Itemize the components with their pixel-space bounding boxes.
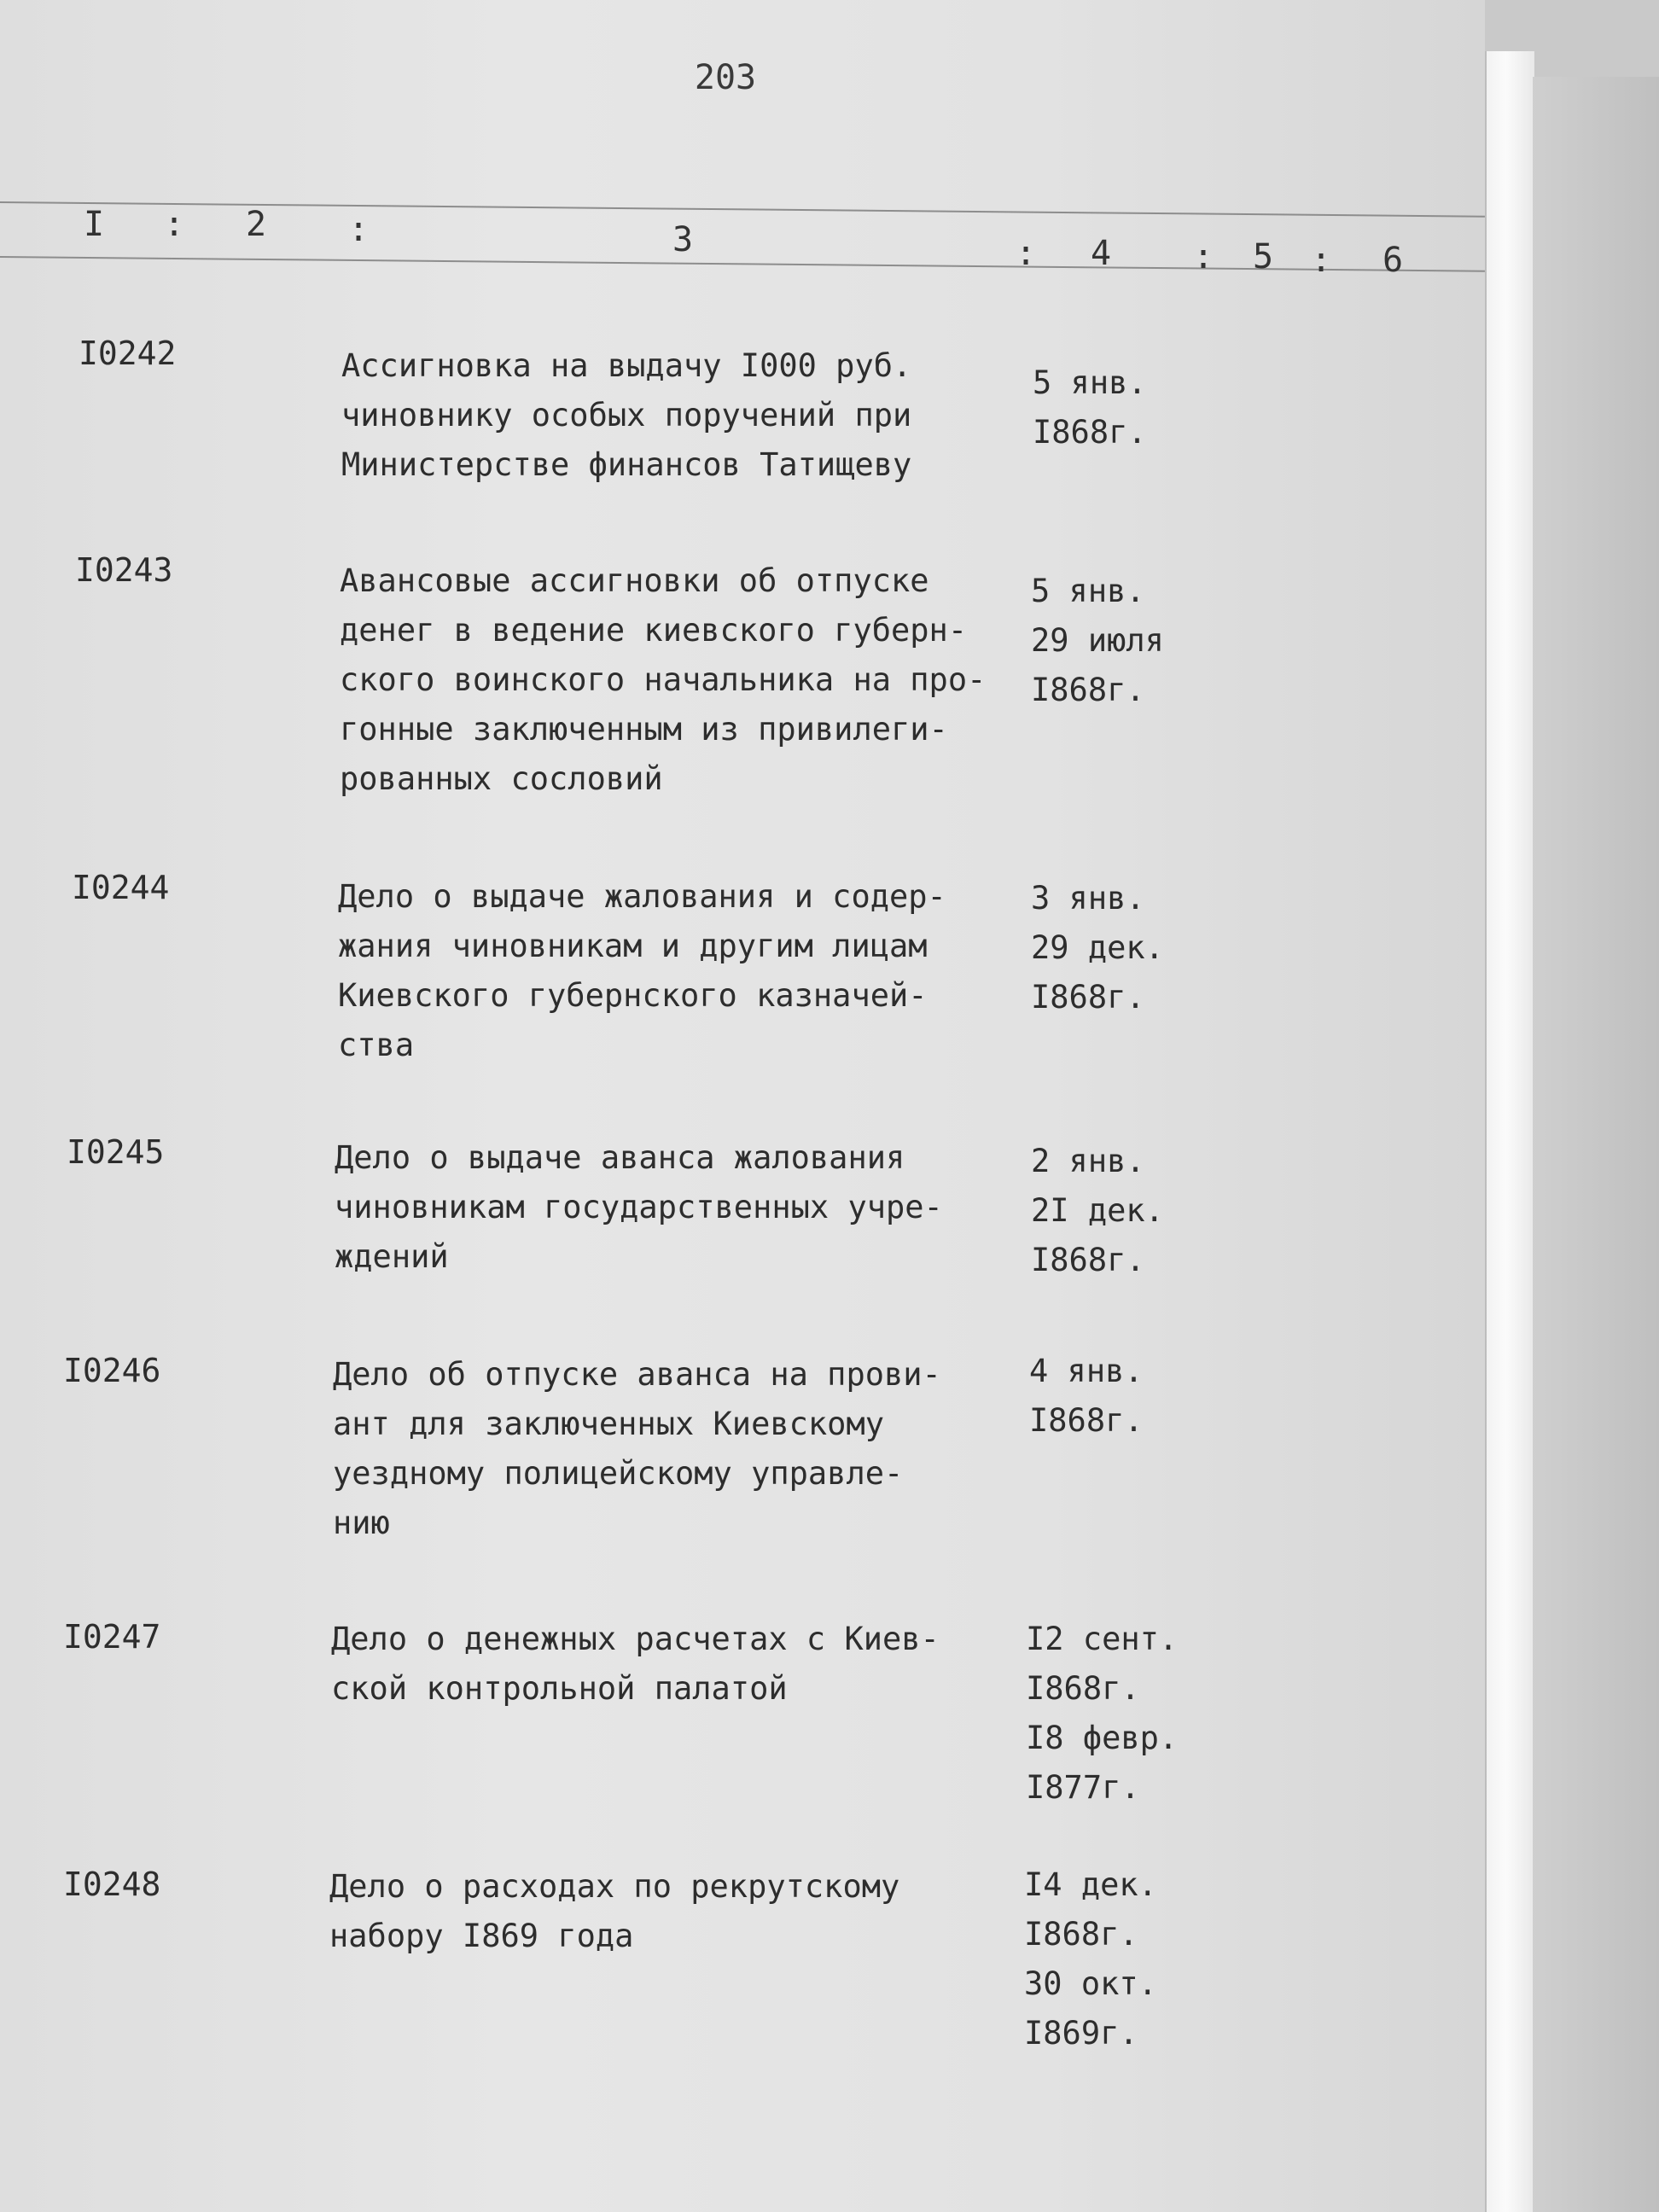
record-number: I0248 (63, 1866, 161, 1903)
column-header-6: 6 (1382, 241, 1404, 280)
description-line: ского воинского начальника на про- (340, 661, 987, 698)
description-line: Авансовые ассигновки об отпуске (340, 562, 929, 599)
record-dates (1024, 1860, 1157, 2058)
record-description (329, 1862, 899, 1961)
description-line: уездному полицейскому управле- (333, 1455, 904, 1492)
date-line: I868г. (1031, 979, 1145, 1016)
page-edge (1485, 51, 1534, 2212)
date-line: I868г. (1031, 1242, 1145, 1278)
date-line: I868г. (1026, 1670, 1140, 1707)
date-line: I868г. (1031, 672, 1145, 708)
description-line: Министерстве финансов Татищеву (341, 446, 912, 483)
date-line: 4 янв. (1029, 1353, 1144, 1389)
record-description (333, 1350, 941, 1548)
description-line: рованных сословий (340, 760, 663, 797)
date-line: 2I дек. (1031, 1192, 1164, 1229)
column-header-4: 4 (1091, 234, 1112, 273)
column-separator: : (1311, 241, 1332, 280)
record-description (331, 1615, 940, 1714)
record-number: I0245 (67, 1133, 165, 1171)
date-line: 30 окт. (1024, 1965, 1157, 2002)
column-separator: : (164, 205, 185, 244)
record-number: I0243 (75, 551, 173, 589)
column-separator: : (348, 210, 370, 249)
record-number: I0242 (79, 335, 177, 372)
column-separator: : (1193, 237, 1214, 276)
record-description (338, 872, 946, 1070)
record-number: I0246 (63, 1352, 161, 1389)
date-line: I8 февр. (1026, 1720, 1179, 1756)
page-background (1533, 77, 1659, 2212)
record-number: I0247 (63, 1618, 161, 1656)
date-line: I868г. (1024, 1916, 1138, 1953)
date-line: I868г. (1029, 1402, 1144, 1439)
date-line: 2 янв. (1031, 1143, 1145, 1179)
description-line: Киевского губернского казначей- (338, 977, 928, 1014)
description-line: Ассигновка на выдачу I000 руб. (341, 347, 912, 384)
date-line: I869г. (1024, 2015, 1138, 2052)
page-number: 203 (694, 58, 757, 97)
record-description (335, 1133, 943, 1282)
description-line: ант для заключенных Киевскому (333, 1406, 885, 1442)
date-line: I877г. (1026, 1769, 1140, 1806)
date-line: 5 янв. (1033, 364, 1147, 401)
description-line: ждений (335, 1238, 449, 1275)
date-line: I4 дек. (1024, 1866, 1157, 1903)
description-line: жания чиновникам и другим лицам (338, 928, 928, 964)
description-line: гонные заключенным из привилеги- (340, 711, 948, 748)
description-line: нию (333, 1505, 390, 1541)
date-line: I868г. (1033, 414, 1147, 451)
description-line: ской контрольной палатой (331, 1670, 788, 1707)
column-separator: : (1016, 234, 1037, 273)
column-header-5: 5 (1253, 237, 1274, 276)
description-line: чиновникам государственных учре- (335, 1189, 943, 1225)
record-dates (1031, 1137, 1164, 1285)
record-dates (1033, 358, 1147, 457)
description-line: ства (338, 1027, 415, 1063)
date-line: I2 сент. (1026, 1621, 1179, 1657)
description-line: Дело о выдаче жалования и содер- (338, 878, 946, 915)
column-header-3: 3 (672, 220, 694, 259)
date-line: 3 янв. (1031, 880, 1145, 917)
date-line: 29 дек. (1031, 929, 1164, 966)
description-line: чиновнику особых поручений при (341, 397, 912, 434)
record-dates (1026, 1615, 1178, 1813)
description-line: Дело о денежных расчетах с Киев- (331, 1621, 940, 1657)
column-header-2: 2 (246, 205, 267, 244)
description-line: Дело о выдаче аванса жалования (335, 1139, 905, 1176)
description-line: Дело о расходах по рекрутскому (329, 1868, 900, 1905)
description-line: Дело об отпуске аванса на прови- (333, 1356, 941, 1393)
record-number: I0244 (72, 869, 170, 906)
record-description (341, 341, 911, 490)
record-dates (1029, 1347, 1144, 1446)
date-line: 29 июля (1031, 622, 1164, 659)
record-description (340, 556, 986, 804)
description-line: денег в ведение киевского губерн- (340, 612, 968, 649)
date-line: 5 янв. (1031, 573, 1145, 609)
column-header-1: I (84, 205, 105, 244)
description-line: набору I869 года (329, 1918, 634, 1954)
record-dates (1031, 874, 1164, 1022)
record-dates (1031, 567, 1164, 715)
